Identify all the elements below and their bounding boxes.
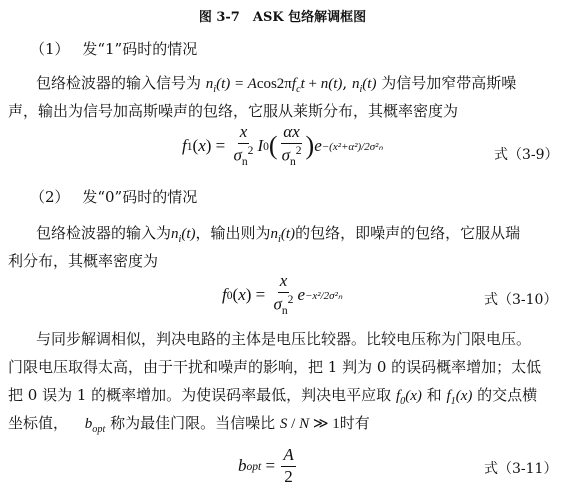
para-2-text-a: 包络检波器的输入为 [36,224,172,242]
para-2-line-2: 利分布，其概率密度为 [8,252,159,270]
section-2-title: 发“0”码时的情况 [82,188,198,206]
para-3-line-2: 门限电压取得太高，由于干扰和噪声的影响，把 1 判为 0 的误码概率增加；太低 [8,358,542,376]
equation-3-9: f 1 ( x ) = $\frac{x}{\sigma_n^2}$ I 0 ( $\frac{\alpha x}{\sigma_n^2}$ ) e −(x²+α²)/2σ²ₙ [182,122,383,169]
para-3-text-4c: 时有 [339,414,370,432]
para-3-line-1: 与同步解调相似，判决电路的主体是电压比较器。比较电压称为门限电压。 [36,330,532,348]
section-2-heading [30,186,197,207]
equation-3-11: b opt = $\frac{A}{2}$ [238,444,294,486]
para-1-line-1: 包络检波器的输入信号为 $n_i(t) = Acos2\pi f_ct + n(t)$, $n_i(t)$ 为信号加窄带高斯噪 [36,74,517,95]
para-1-line-2: 声，输出为信号加高斯噪声的包络，它服从莱斯分布，其概率密度为 [8,102,459,120]
para-3-line-4: 坐标值， $b_{opt}$ 称为最佳门限。当信噪比 S / N ≫ 1时有 [8,414,370,435]
para-3-text-3a: 把 0 误为 1 的概率增加。为使误码率最低，判决电平应取 [8,386,392,404]
para-1-text-a: 包络检波器的输入信号为 [36,74,202,92]
section-2-number: （2） [30,188,70,206]
para-3-text-3c: 的交点横 [477,386,538,404]
equation-3-9-label: 式（3-9） [494,147,559,163]
para-3-line-3: 把 0 误为 1 的概率增加。为使误码率最低，判决电平应取 $f_0(x)$ 和 $f_1(x)$ 的交点横 [8,386,538,407]
math-ni: $n_i(t)$ [351,76,377,95]
figure-caption: 图 3-7 ASK 包络解调框图 [198,10,367,25]
equation-3-10: f 0 ( x ) = $\frac{x}{\sigma_n^2}$ e −x²/2σ²ₙ [222,271,343,318]
section-1-number: （1） [30,40,70,58]
equation-3-10-label: 式（3-10） [484,292,558,308]
section-1-heading [30,38,197,59]
section-1-title: 发“1”码时的情况 [82,40,198,58]
para-2-text-b: ，输出则为 [195,224,271,242]
para-2-text-c: 的包络，即噪声的包络，它服从瑞 [295,224,521,242]
equation-3-11-label: 式（3-11） [484,461,558,477]
para-2-line-1: 包络检波器的输入为$n_i(t)$，输出则为$n_i(t)$的包络，即噪声的包络，它服从瑞 [36,224,521,245]
math-input-signal: $n_i(t) = A$ [205,76,257,95]
para-1-text-b: 为信号加窄带高斯噪 [381,74,517,92]
para-3-text-4b: 称为最佳门限。当信噪比 [110,414,276,432]
para-3-text-4a: 坐标值， [8,414,69,432]
para-3-text-3b: 和 [426,386,442,404]
